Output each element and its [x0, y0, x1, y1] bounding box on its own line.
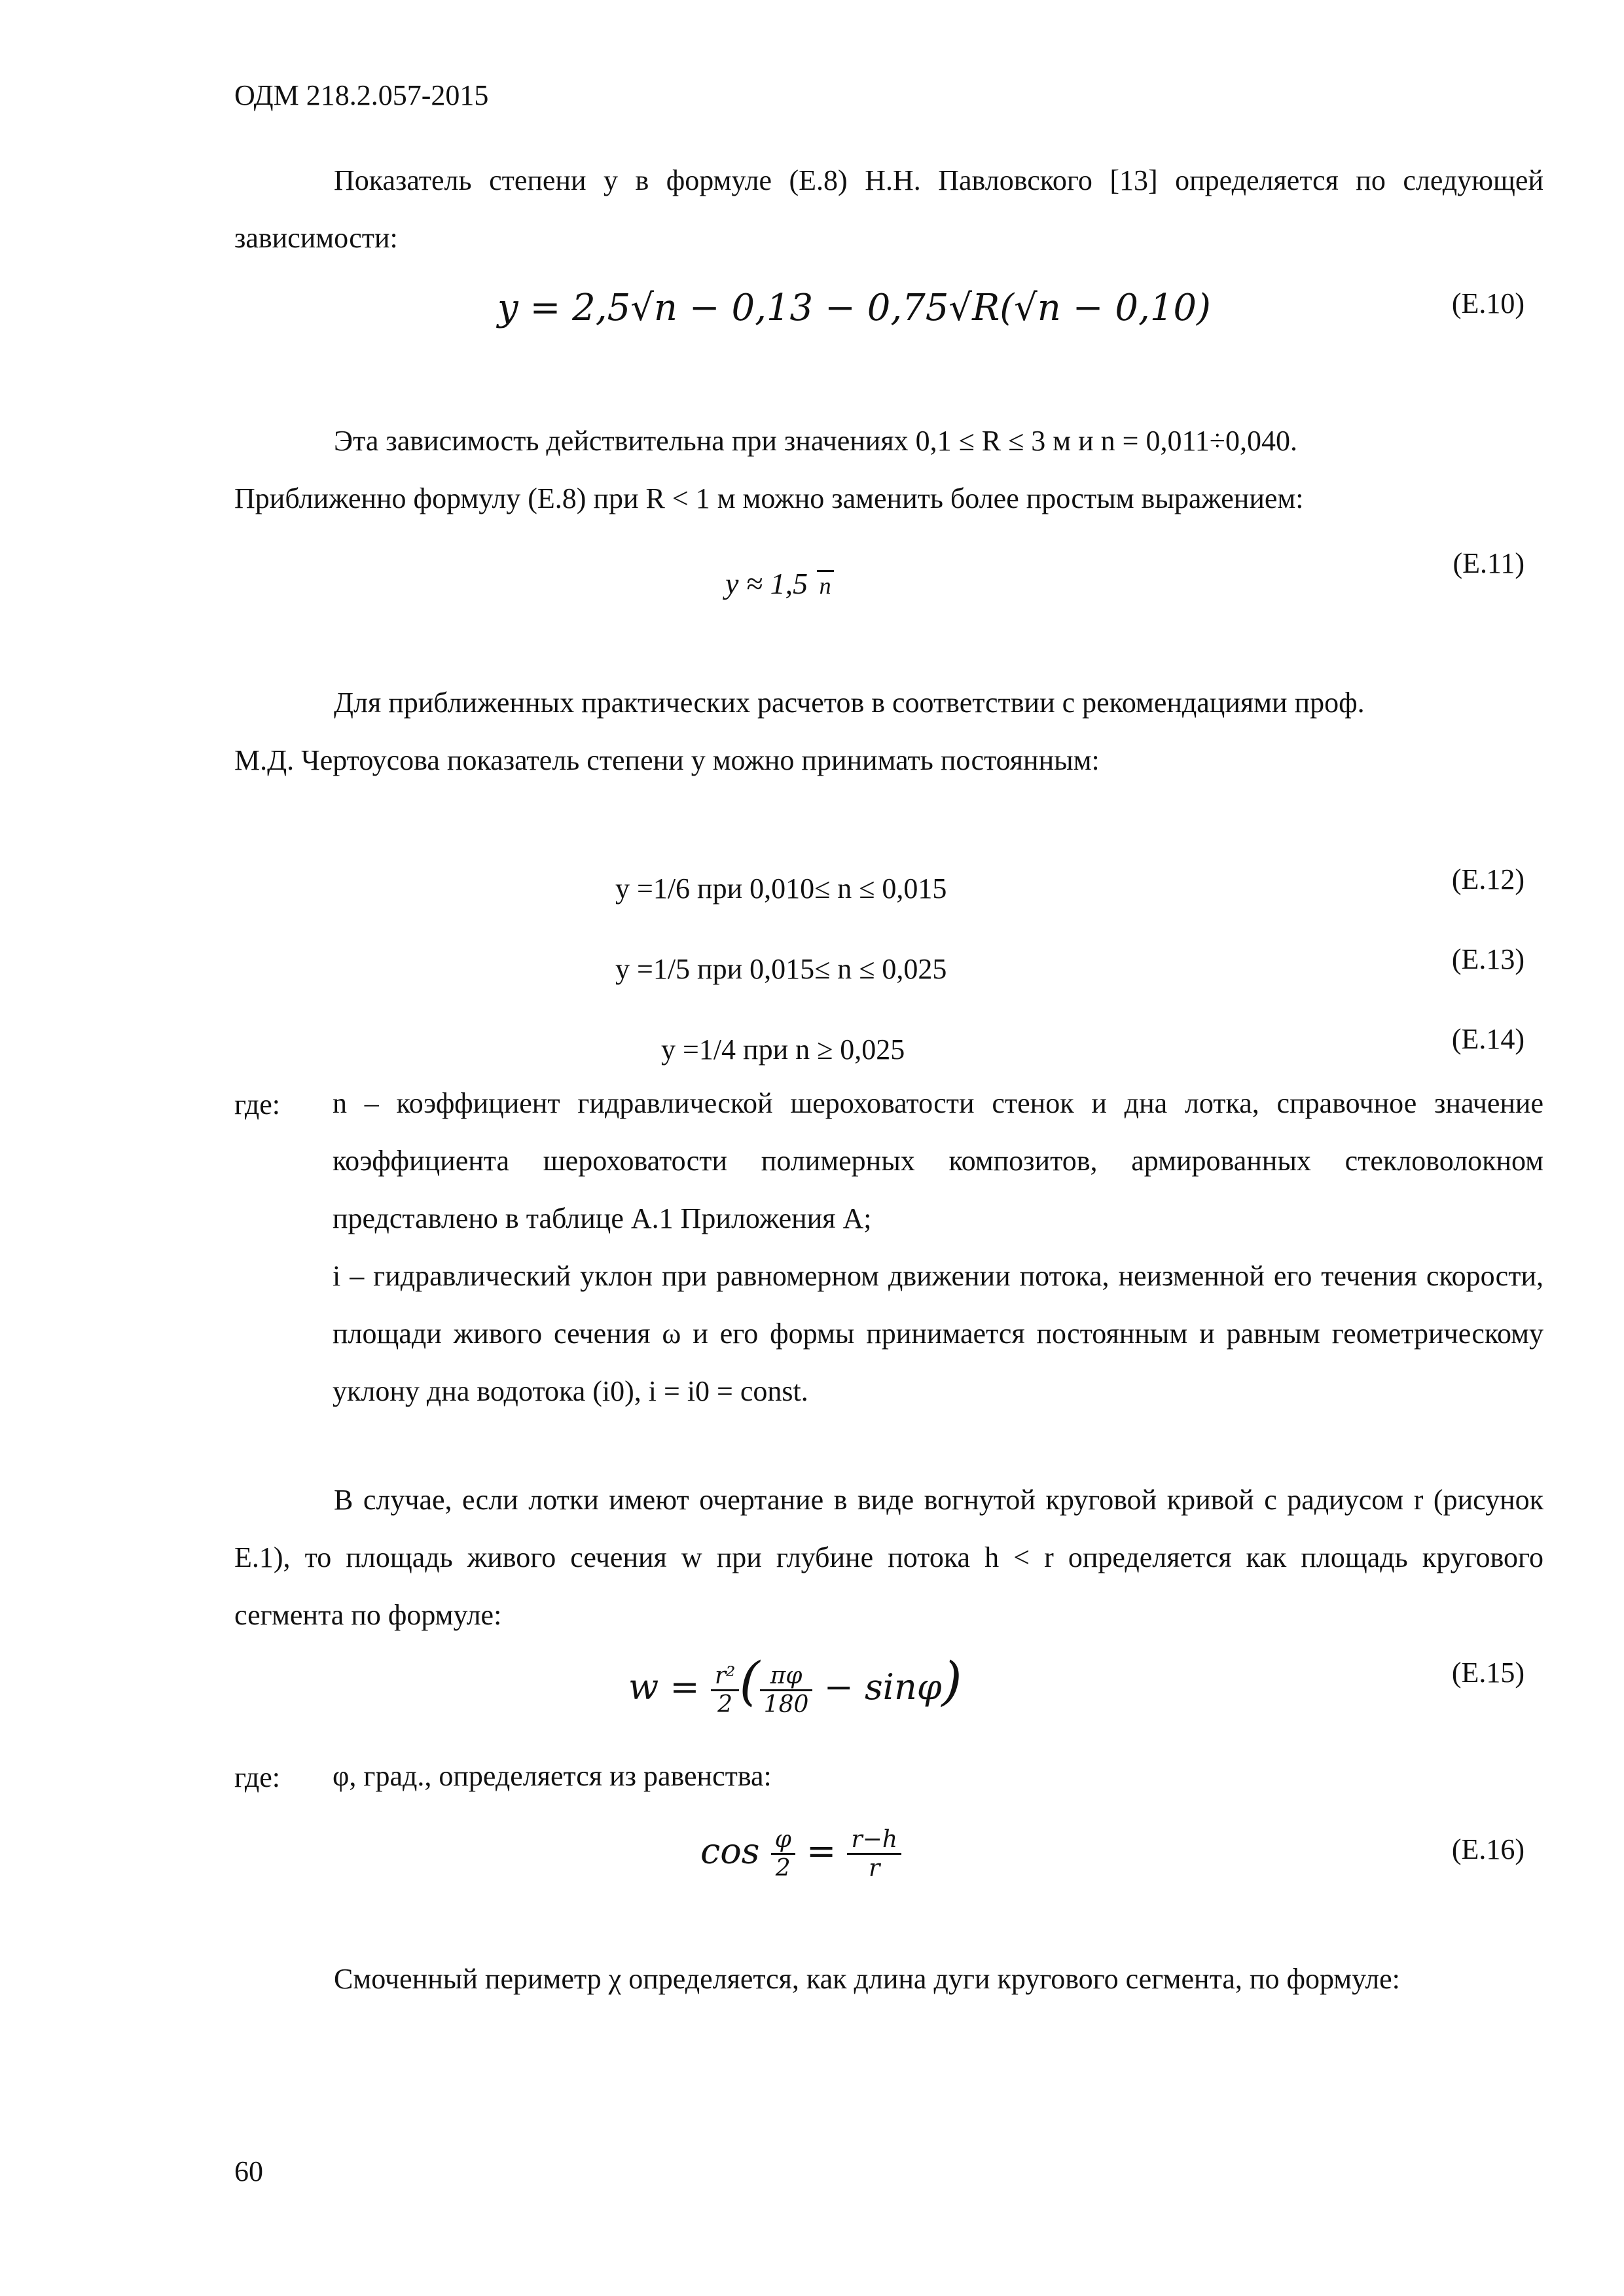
equation-e11-radical: n	[817, 570, 834, 600]
document-code: ОДМ 218.2.057-2015	[234, 79, 489, 111]
equation-e13: y =1/5 при 0,015≤ n ≤ 0,025	[615, 953, 947, 985]
paragraph-approx-line2: М.Д. Чертоусова показатель степени y можно принимать постоянным:	[234, 744, 1100, 776]
equation-e12: y =1/6 при 0,010≤ n ≤ 0,015	[615, 872, 947, 905]
equation-e14: y =1/4 при n ≥ 0,025	[661, 1033, 905, 1066]
equation-e16-rhs-fraction: $\frac{r-h}{r}$	[847, 1826, 901, 1882]
equation-label-e15: (Е.15)	[1451, 1657, 1525, 1689]
equation-e15-lhs: w =	[628, 1666, 700, 1708]
equation-e15-tail: − sinφ	[823, 1666, 942, 1708]
equation-label-e13: (Е.13)	[1451, 943, 1525, 975]
paragraph-exponent-intro: Показатель степени y в формуле (Е.8) Н.Н. Павловского [13] определяется по следующей зависимости:	[234, 164, 1543, 254]
equation-e16-phi-fraction: $\frac{\varphi}{2}$	[771, 1826, 795, 1882]
equation-e16-equals: =	[806, 1830, 837, 1872]
page-number: 60	[234, 2155, 263, 2187]
where-label-2: где:	[234, 1761, 280, 1793]
paragraph-circular-segment: В случае, если лотки имеют очертание в виде вогнутой круговой кривой с радиусом r (рисунок Е.1), то площадь живого сечения w при глубине потока h < r определяется как площадь кругового сегмента по формуле:	[234, 1484, 1543, 1631]
equation-label-e10: (Е.10)	[1451, 287, 1525, 319]
equation-label-e16: (Е.16)	[1451, 1833, 1525, 1865]
equation-label-e14: (Е.14)	[1451, 1023, 1525, 1055]
equation-label-e12: (Е.12)	[1451, 863, 1525, 895]
equation-e15: w = $\frac{\text{r²}}{2}$ ( $\frac{\pi\varphi}{180}$ − sinφ)	[628, 1651, 962, 1718]
paragraph-approx-line1: Для приближенных практических расчетов в соответствии с рекомендациями проф.	[334, 687, 1365, 719]
paragraph-validity-line2: Приближенно формулу (Е.8) при R < 1 м можно заменить более простым выражением:	[234, 482, 1304, 514]
equation-e11	[725, 566, 834, 601]
paragraph-validity-line1: Эта зависимость действительна при значениях 0,1 ≤ R ≤ 3 м и n = 0,011÷0,040.	[334, 425, 1297, 457]
equation-e16-cos: cos	[700, 1830, 760, 1872]
definition-n: n – коэффициент гидравлической шероховатости стенок и дна лотка, справочное значение коэффициента шероховатости полимерных композитов, армированных стекловолокном представлено в таблице А.1 Приложения А;	[333, 1087, 1543, 1234]
equation-e11-lhs: y ≈ 1,5	[725, 567, 808, 600]
equation-e16	[700, 1826, 901, 1882]
equation-e15-inner-fraction: $\frac{\pi\varphi}{180}$	[760, 1662, 813, 1718]
paragraph-wetted-perimeter: Смоченный периметр χ определяется, как длина дуги кругового сегмента, по формуле:	[334, 1963, 1400, 1995]
equation-e15-coefficient: $\frac{\text{r²}}{2}$	[711, 1662, 740, 1718]
definition-i: i – гидравлический уклон при равномерном движении потока, неизменной его течения скорости, площади живого сечения ω и его формы принимается постоянным и равным геометрическому уклону дна водотока (i0), i = i0 = const.	[333, 1260, 1543, 1407]
where-label-1: где:	[234, 1088, 280, 1121]
definition-phi: φ, град., определяется из равенства:	[333, 1760, 772, 1792]
equation-label-e11: (Е.11)	[1453, 547, 1525, 579]
equation-e10: y = 2,5√n − 0,13 − 0,75√R(√n − 0,10)	[497, 287, 1211, 329]
